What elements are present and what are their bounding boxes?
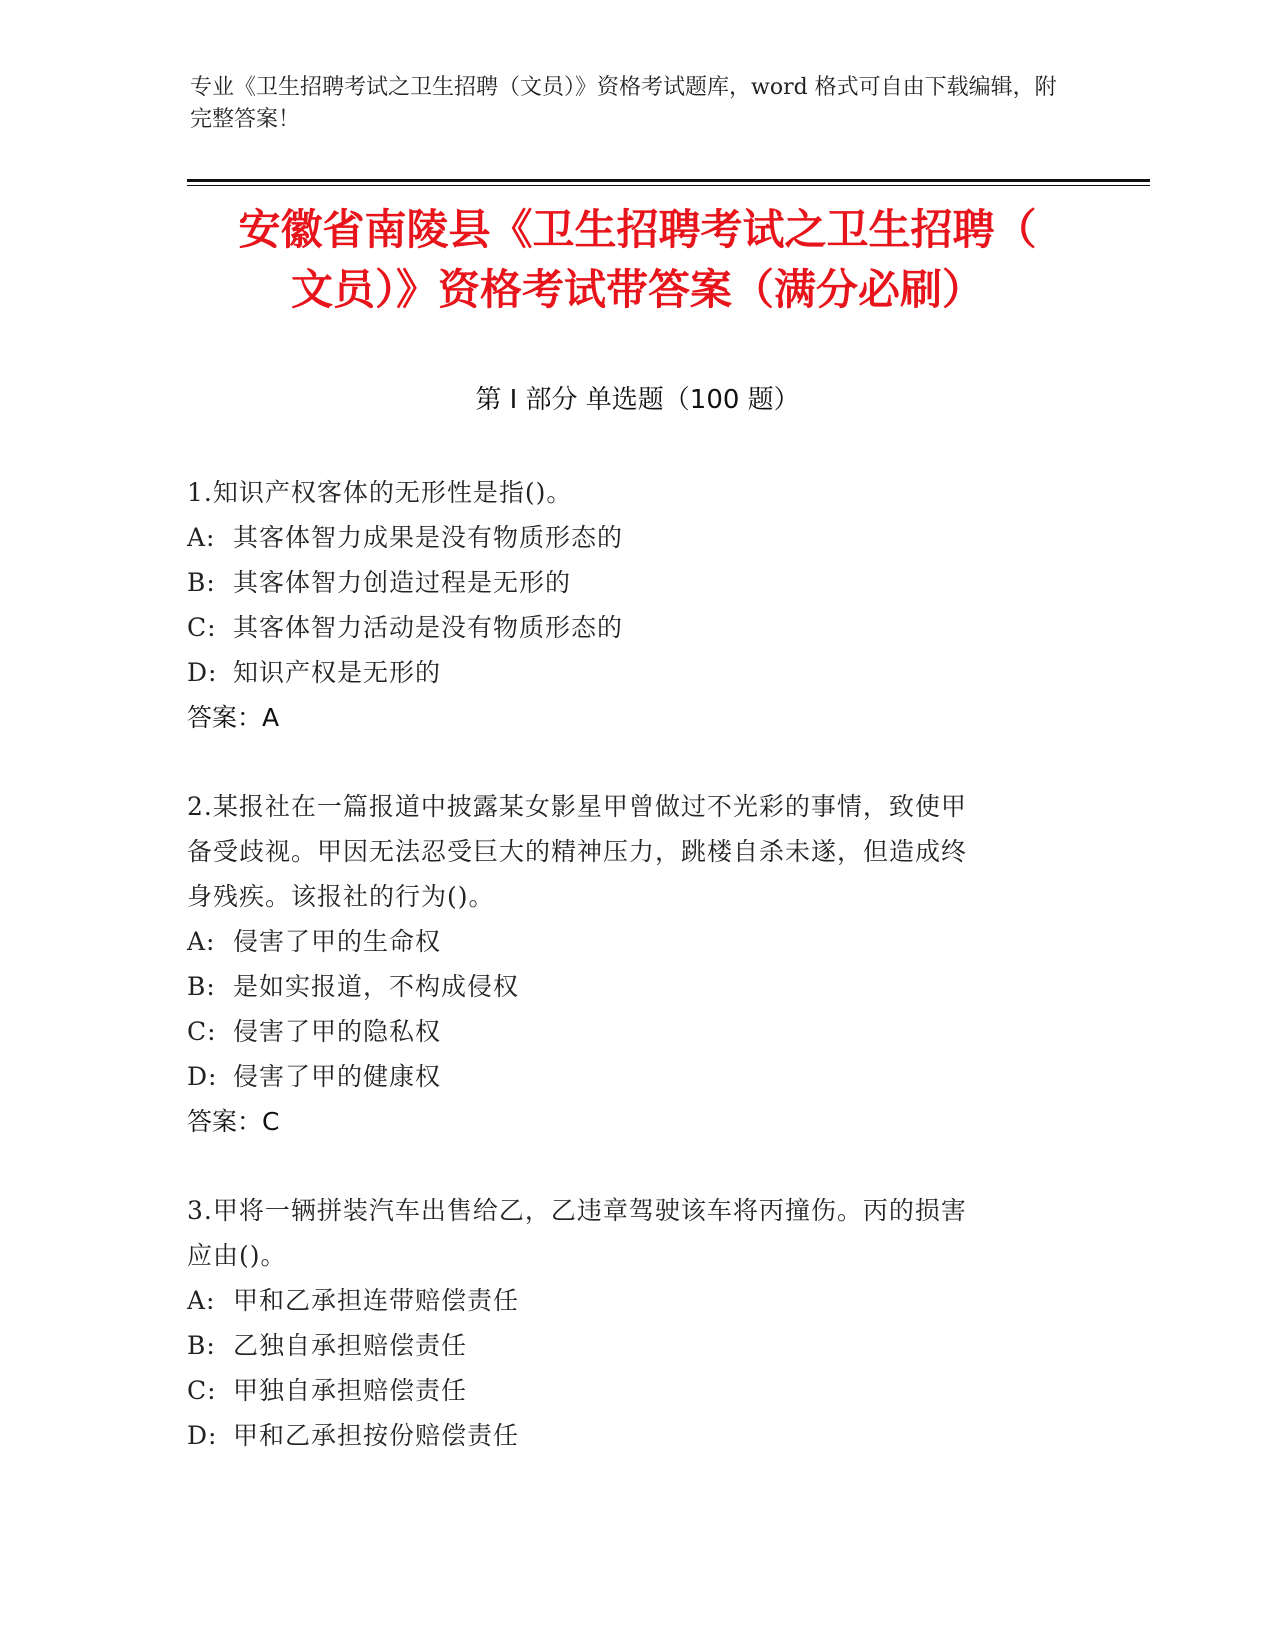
question-block (187, 470, 1067, 741)
option-key: C: (187, 1017, 217, 1046)
answer-label: 答案： (187, 1107, 263, 1136)
question-stem-line: 应由()。 (187, 1241, 287, 1270)
option-text: 知识产权是无形的 (233, 658, 442, 687)
question-option (187, 650, 1067, 695)
question-block (187, 1188, 1067, 1458)
question-option (187, 1278, 1067, 1323)
option-text: 甲独自承担赔偿责任 (233, 1376, 468, 1405)
answer-line (187, 1099, 1067, 1145)
header-rule-thick (187, 179, 1150, 182)
section-heading: 第 I 部分 单选题（100 题） (475, 385, 800, 415)
answer-value: C (262, 1107, 280, 1136)
question-stem-line: 备受歧视。甲因无法忍受巨大的精神压力，跳楼自杀未遂，但造成终 (187, 837, 968, 866)
option-key: D: (187, 1421, 218, 1450)
option-key: B: (187, 568, 216, 597)
document-title-line-2: 文员）》资格考试带答案（满分必刷） (290, 265, 984, 314)
question-stem-line: 2.某报社在一篇报道中披露某女影星甲曾做过不光彩的事情，致使甲 (187, 792, 967, 821)
question-option (187, 515, 1067, 560)
option-key: A: (187, 927, 216, 956)
question-option (187, 560, 1067, 605)
option-key: D: (187, 658, 218, 687)
option-key: D: (187, 1062, 218, 1091)
header-note: 专业《卫生招聘考试之卫生招聘（文员）》资格考试题库，word 格式可自由下载编辑，附完整答案！ (190, 75, 1057, 132)
option-text: 侵害了甲的生命权 (233, 927, 442, 956)
question-option (187, 1413, 1067, 1458)
question-option (187, 919, 1067, 964)
question-list (187, 470, 1067, 1501)
document-title (150, 200, 1125, 320)
option-key: A: (187, 1286, 216, 1315)
question-option (187, 1009, 1067, 1054)
question-stem-line: 身残疾。该报社的行为()。 (187, 882, 495, 911)
question-option (187, 1054, 1067, 1099)
option-text: 其客体智力创造过程是无形的 (233, 568, 572, 597)
option-key: B: (187, 972, 216, 1001)
question-block (187, 784, 1067, 1145)
option-key: C: (187, 613, 217, 642)
question-option (187, 1368, 1067, 1413)
header-rule-thin (187, 185, 1150, 186)
option-text: 侵害了甲的健康权 (233, 1062, 442, 1091)
question-option (187, 964, 1067, 1009)
option-key: B: (187, 1331, 216, 1360)
option-text: 其客体智力活动是没有物质形态的 (233, 613, 624, 642)
question-option (187, 605, 1067, 650)
option-text: 是如实报道，不构成侵权 (233, 972, 520, 1001)
option-text: 侵害了甲的隐私权 (233, 1017, 442, 1046)
answer-value: A (262, 703, 280, 732)
question-option (187, 1323, 1067, 1368)
option-text: 甲和乙承担按份赔偿责任 (233, 1421, 520, 1450)
option-text: 乙独自承担赔偿责任 (233, 1331, 468, 1360)
option-key: A: (187, 523, 216, 552)
document-title-line-1: 安徽省南陵县《卫生招聘考试之卫生招聘（ (238, 205, 1037, 254)
option-text: 甲和乙承担连带赔偿责任 (233, 1286, 520, 1315)
option-key: C: (187, 1376, 217, 1405)
answer-label: 答案： (187, 703, 263, 732)
question-stem-line: 1.知识产权客体的无形性是指()。 (187, 478, 573, 507)
option-text: 其客体智力成果是没有物质形态的 (233, 523, 624, 552)
question-stem-line: 3.甲将一辆拼装汽车出售给乙，乙违章驾驶该车将丙撞伤。丙的损害 (187, 1196, 967, 1225)
answer-line (187, 695, 1067, 741)
